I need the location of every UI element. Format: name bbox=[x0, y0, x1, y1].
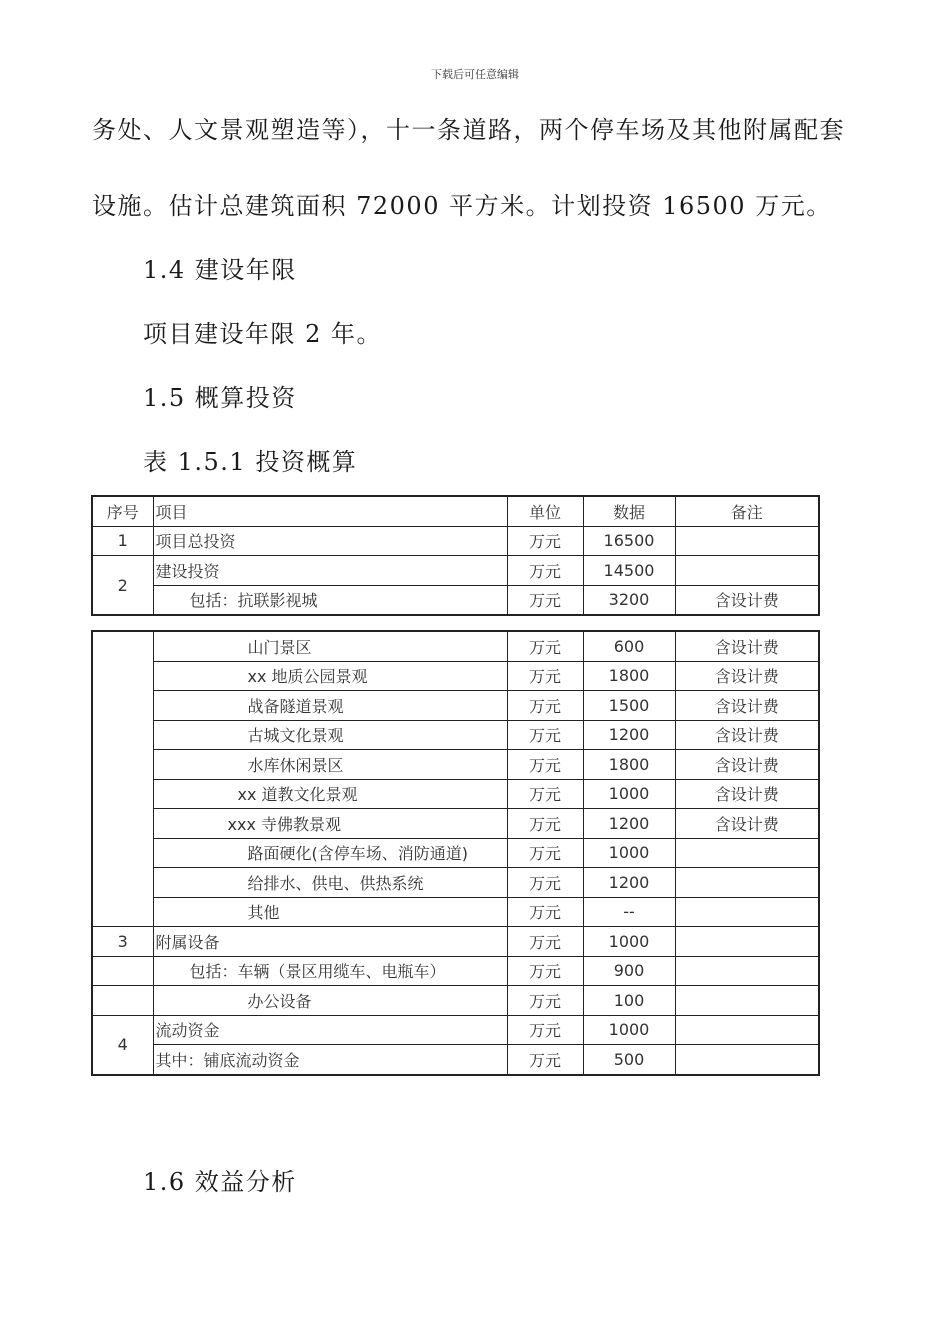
cell-value: 1000 bbox=[583, 927, 675, 957]
cell-unit: 万元 bbox=[507, 1045, 583, 1075]
cell-item: 流动资金 bbox=[153, 1015, 507, 1045]
table-row bbox=[92, 585, 819, 615]
cell-value: 16500 bbox=[583, 526, 675, 556]
table-row bbox=[92, 631, 819, 661]
table-row bbox=[92, 661, 819, 691]
cell-unit: 万元 bbox=[507, 868, 583, 898]
cell-item: 其他 bbox=[153, 897, 507, 927]
cell-unit: 万元 bbox=[507, 585, 583, 615]
cell-value: 500 bbox=[583, 1045, 675, 1075]
cell-note: 含设计费 bbox=[675, 631, 819, 661]
cell-no: 2 bbox=[92, 556, 153, 616]
cell-value: 1200 bbox=[583, 809, 675, 839]
cell-value: 100 bbox=[583, 986, 675, 1016]
cell-item: 古城文化景观 bbox=[153, 720, 507, 750]
header-item: 项目 bbox=[153, 496, 507, 526]
section-heading-1-6: 1.6 效益分析 bbox=[143, 1168, 297, 1196]
table-row bbox=[92, 750, 819, 780]
cell-note: 含设计费 bbox=[675, 809, 819, 839]
header-note: 备注 bbox=[675, 496, 819, 526]
cell-unit: 万元 bbox=[507, 720, 583, 750]
cell-note: 含设计费 bbox=[675, 585, 819, 615]
cell-item: xxx 寺佛教景观 bbox=[153, 809, 507, 839]
table-row bbox=[92, 1045, 819, 1075]
cell-item: 项目总投资 bbox=[153, 526, 507, 556]
table-row bbox=[92, 986, 819, 1016]
cell-note bbox=[675, 868, 819, 898]
header-value: 数据 bbox=[583, 496, 675, 526]
header-unit: 单位 bbox=[507, 496, 583, 526]
cell-unit: 万元 bbox=[507, 526, 583, 556]
cell-value: 1000 bbox=[583, 1015, 675, 1045]
cell-unit: 万元 bbox=[507, 691, 583, 721]
cell-note bbox=[675, 556, 819, 586]
table-caption: 表 1.5.1 投资概算 bbox=[143, 448, 358, 476]
cell-unit: 万元 bbox=[507, 556, 583, 586]
cell-note bbox=[675, 526, 819, 556]
cell-value: 900 bbox=[583, 956, 675, 986]
cell-unit: 万元 bbox=[507, 1015, 583, 1045]
cell-no: 3 bbox=[92, 927, 153, 957]
cell-unit: 万元 bbox=[507, 927, 583, 957]
table-row bbox=[92, 526, 819, 556]
cell-no-blank bbox=[92, 631, 153, 927]
table-row bbox=[92, 927, 819, 957]
body-paragraph-3: 项目建设年限 2 年。 bbox=[143, 320, 383, 348]
cell-item: 包括：车辆（景区用缆车、电瓶车） bbox=[153, 956, 507, 986]
cell-note bbox=[675, 1045, 819, 1075]
section-heading-1-4: 1.4 建设年限 bbox=[143, 256, 297, 284]
cell-unit: 万元 bbox=[507, 838, 583, 868]
cell-value: 14500 bbox=[583, 556, 675, 586]
cell-no bbox=[92, 956, 153, 986]
cell-item: 办公设备 bbox=[153, 986, 507, 1016]
cell-value: 1000 bbox=[583, 779, 675, 809]
cell-note: 含设计费 bbox=[675, 779, 819, 809]
cell-note bbox=[675, 927, 819, 957]
cell-item: 水库休闲景区 bbox=[153, 750, 507, 780]
cell-note: 含设计费 bbox=[675, 750, 819, 780]
table-header-row bbox=[92, 496, 819, 526]
table-row bbox=[92, 720, 819, 750]
table-row bbox=[92, 691, 819, 721]
investment-table-part-1 bbox=[91, 495, 820, 616]
cell-note: 含设计费 bbox=[675, 661, 819, 691]
table-row bbox=[92, 838, 819, 868]
table-row bbox=[92, 868, 819, 898]
cell-note bbox=[675, 956, 819, 986]
cell-unit: 万元 bbox=[507, 897, 583, 927]
table-row bbox=[92, 556, 819, 586]
body-paragraph-2: 设施。估计总建筑面积 72000 平方米。计划投资 16500 万元。 bbox=[92, 192, 832, 220]
cell-value: 1200 bbox=[583, 868, 675, 898]
cell-note bbox=[675, 838, 819, 868]
cell-item: xx 地质公园景观 bbox=[153, 661, 507, 691]
cell-note bbox=[675, 897, 819, 927]
cell-unit: 万元 bbox=[507, 809, 583, 839]
cell-item: 战备隧道景观 bbox=[153, 691, 507, 721]
cell-item: 建设投资 bbox=[153, 556, 507, 586]
section-heading-1-5: 1.5 概算投资 bbox=[143, 384, 297, 412]
cell-value: 3200 bbox=[583, 585, 675, 615]
cell-no bbox=[92, 986, 153, 1016]
cell-no: 4 bbox=[92, 1015, 153, 1075]
cell-note bbox=[675, 986, 819, 1016]
header-no: 序号 bbox=[92, 496, 153, 526]
table-row bbox=[92, 809, 819, 839]
cell-unit: 万元 bbox=[507, 779, 583, 809]
body-paragraph-1: 务处、人文景观塑造等），十一条道路，两个停车场及其他附属配套 bbox=[92, 116, 845, 144]
cell-value: 1800 bbox=[583, 750, 675, 780]
cell-unit: 万元 bbox=[507, 750, 583, 780]
investment-table-part-2 bbox=[91, 630, 820, 1076]
cell-unit: 万元 bbox=[507, 661, 583, 691]
cell-item: 包括：抗联影视城 bbox=[153, 585, 507, 615]
cell-value: 1200 bbox=[583, 720, 675, 750]
cell-item: xx 道教文化景观 bbox=[153, 779, 507, 809]
cell-note: 含设计费 bbox=[675, 720, 819, 750]
cell-item: 山门景区 bbox=[153, 631, 507, 661]
cell-unit: 万元 bbox=[507, 631, 583, 661]
cell-value: -- bbox=[583, 897, 675, 927]
cell-item: 路面硬化(含停车场、消防通道) bbox=[153, 838, 507, 868]
page-header: 下载后可任意编辑 bbox=[431, 68, 519, 81]
cell-value: 1000 bbox=[583, 838, 675, 868]
cell-item: 给排水、供电、供热系统 bbox=[153, 868, 507, 898]
cell-item: 附属设备 bbox=[153, 927, 507, 957]
cell-value: 600 bbox=[583, 631, 675, 661]
cell-no: 1 bbox=[92, 526, 153, 556]
cell-value: 1500 bbox=[583, 691, 675, 721]
cell-unit: 万元 bbox=[507, 956, 583, 986]
table-row bbox=[92, 779, 819, 809]
cell-note: 含设计费 bbox=[675, 691, 819, 721]
cell-item: 其中：铺底流动资金 bbox=[153, 1045, 507, 1075]
cell-value: 1800 bbox=[583, 661, 675, 691]
table-row bbox=[92, 897, 819, 927]
table-row bbox=[92, 1015, 819, 1045]
table-row bbox=[92, 956, 819, 986]
cell-unit: 万元 bbox=[507, 986, 583, 1016]
cell-note bbox=[675, 1015, 819, 1045]
